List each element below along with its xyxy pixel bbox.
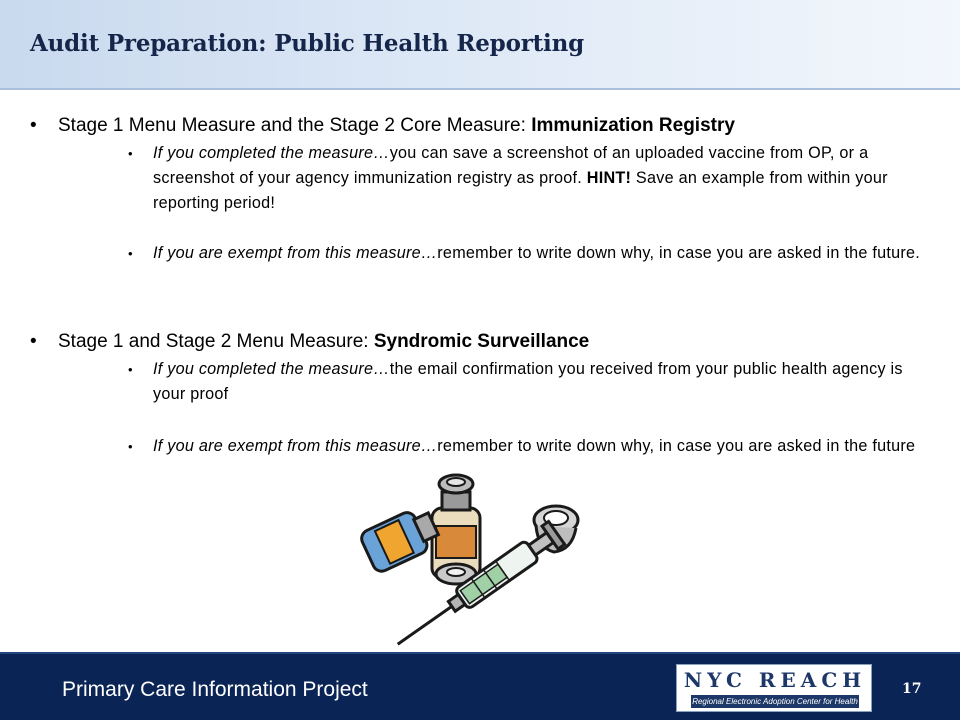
heading-prefix: Stage 1 and Stage 2 Menu Measure: — [58, 331, 374, 352]
bullet: • — [30, 115, 37, 136]
section-heading-syndromic — [30, 330, 938, 354]
item-text: you can save a screenshot of an uploaded vaccine from OP, or a screenshot of your agency immunization registry as proof. — [153, 144, 869, 187]
item-text: remember to write down why, in case you are asked in the future. — [437, 244, 920, 262]
item-text: the email confirmation you received from your public health agency is your proof — [153, 360, 903, 403]
section-heading-immunization — [30, 114, 938, 138]
bullet: • — [30, 331, 37, 352]
list-item — [128, 141, 923, 216]
bullet: • — [128, 146, 133, 161]
bullet: • — [128, 439, 133, 454]
vaccine-syringe-illustration — [358, 468, 590, 646]
list-item — [128, 357, 923, 407]
list-item — [128, 241, 923, 266]
item-text-2: Save an example from within your reporting period! — [153, 169, 888, 212]
heading-bold: Syndromic Surveillance — [373, 331, 590, 352]
bullet: • — [128, 362, 133, 377]
blue-vial-icon — [359, 504, 443, 574]
item-lead: If you completed the measure… — [153, 144, 390, 162]
item-lead: If you are exempt from this measure… — [153, 244, 438, 262]
page-number: 17 — [902, 681, 922, 697]
slide-title: Audit Preparation: Public Health Reporting — [30, 30, 584, 57]
item-lead: If you completed the measure… — [153, 360, 390, 378]
item-text: remember to write down why, in case you are asked in the future — [437, 437, 916, 455]
nyc-reach-logo — [676, 664, 872, 712]
hint-label: HINT! — [586, 169, 632, 187]
footer-bar — [0, 652, 960, 720]
title-bar — [0, 0, 960, 90]
heading-bold: Immunization Registry — [531, 115, 735, 136]
heading-prefix: Stage 1 Menu Measure and the Stage 2 Core Measure: — [58, 115, 532, 136]
list-item — [128, 434, 923, 459]
project-name: Primary Care Information Project — [62, 678, 368, 701]
logo-tagline: Regional Electronic Adoption Center for Health — [692, 697, 858, 706]
item-lead: If you are exempt from this measure… — [153, 437, 438, 455]
logo-wordmark: NYC REACH — [683, 668, 867, 692]
bullet: • — [128, 246, 133, 261]
